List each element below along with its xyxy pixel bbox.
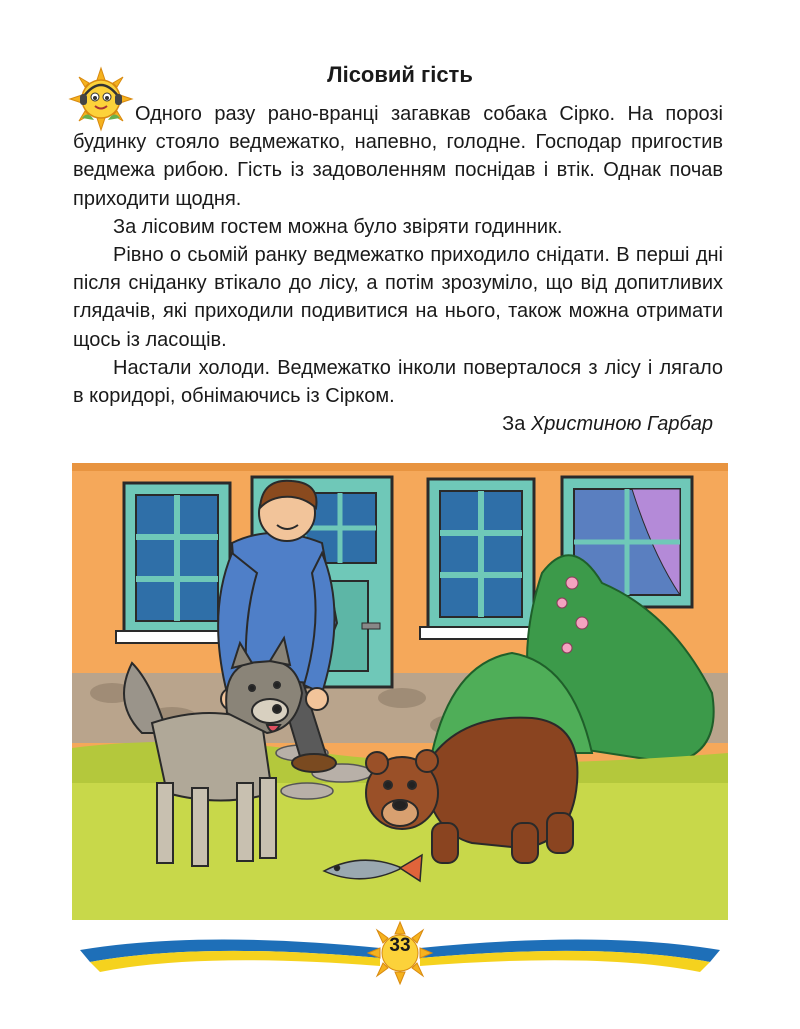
- author-credit: [73, 410, 723, 438]
- author-name: Христиною Гарбар: [530, 413, 713, 436]
- story-text: [73, 100, 723, 438]
- page-number: 33: [389, 935, 411, 956]
- paragraph: Рівно о сьомій ранку ведмежатко приходило снідати. В перші дні після сніданку втікало до лісу, а потім зрозуміло, що від допитливих глядачів, які приходили подивитися на нього, також можна отримати щось із ласощів.: [73, 244, 723, 351]
- paragraph: Настали холоди. Ведмежатко інколи поверталося з лісу і лягало в коридорі, обнімаючись із Сірком.: [73, 356, 723, 408]
- story-illustration: [72, 463, 728, 920]
- page-title: Лісовий гість: [327, 62, 473, 87]
- paragraph: За лісовим гостем можна було звіряти годинник.: [113, 215, 563, 238]
- author-prefix: За: [502, 413, 526, 436]
- paragraph: Одного разу рано-вранці загавкав собака Сірко. На порозі будинку стояло ведмежатко, напевно, голодне. Господар пригостив ведмежа рибою. Гість із задоволенням поснідав і втік. Однак почав приходити щодня.: [73, 103, 723, 210]
